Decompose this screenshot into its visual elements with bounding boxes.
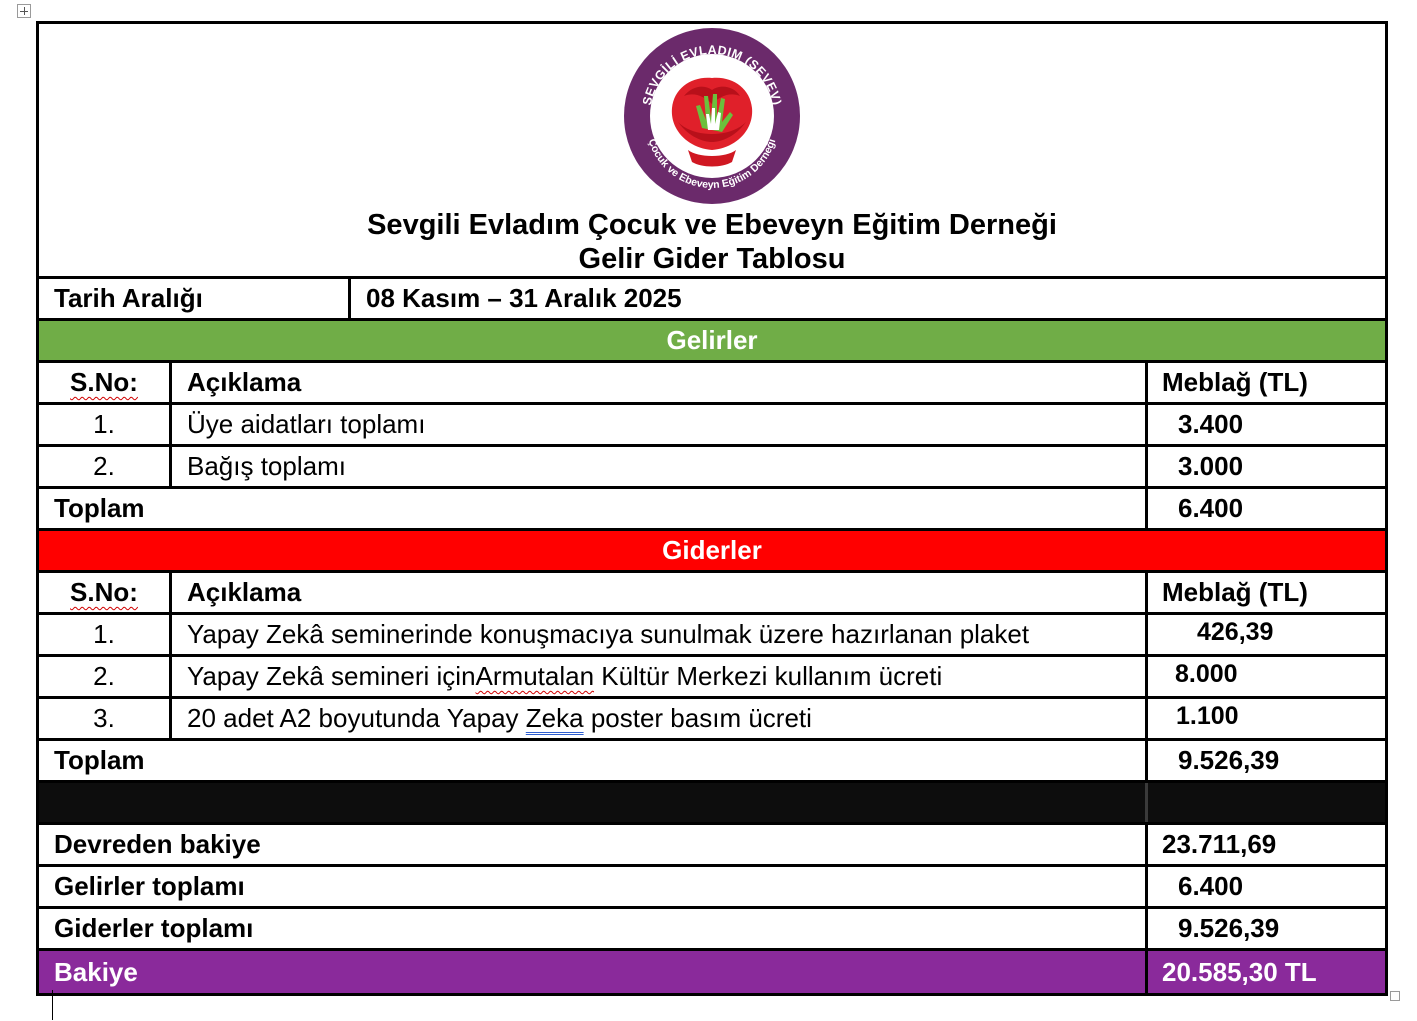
expense-summary-label: Giderler toplamı [39, 909, 1148, 948]
expense-row-no: 2. [39, 657, 172, 696]
expense-row-amount: 8.000 [1175, 660, 1238, 688]
income-row-no: 1. [39, 405, 172, 444]
income-col-sno: S.No: [39, 363, 172, 402]
carried-balance-value: 23.711,69 [1162, 829, 1277, 859]
income-summary-label: Gelirler toplamı [39, 867, 1148, 906]
income-expense-table [36, 21, 1388, 996]
expense-summary-row [39, 909, 1385, 951]
income-row-amount: 3.000 [1178, 451, 1244, 481]
expense-row-amount: 1.100 [1176, 702, 1239, 730]
date-range-label: Tarih Aralığı [39, 279, 351, 318]
income-row-no: 2. [39, 447, 172, 486]
expense-col-amount: Meblağ (TL) [1162, 577, 1308, 607]
text-cursor [52, 990, 53, 1020]
expense-summary-value: 9.526,39 [1178, 913, 1280, 943]
income-col-amount: Meblağ (TL) [1162, 367, 1308, 397]
expense-section-header [39, 531, 1385, 573]
expense-row-desc: 20 adet A2 boyutunda Yapay Zeka poster basım ücreti [172, 699, 1148, 738]
expense-row-no: 1. [39, 615, 172, 654]
date-range-value: 08 Kasım – 31 Aralık 2025 [366, 283, 682, 313]
table-row [39, 615, 1385, 657]
balance-row [39, 951, 1385, 993]
table-header [39, 24, 1385, 279]
income-section-title: Gelirler [666, 325, 758, 355]
balance-value: 20.585,30 TL [1162, 956, 1317, 987]
table-move-handle[interactable] [17, 4, 31, 18]
expense-row-desc: Yapay Zekâ semineri için Armutalan Kültür Merkezi kullanım ücreti [172, 657, 1148, 696]
income-total-value: 6.400 [1178, 493, 1244, 523]
separator-cell-right [1148, 783, 1385, 822]
expense-row-desc: Yapay Zekâ seminerinde konuşmacıya sunulmak üzere hazırlanan plaket [172, 615, 1148, 654]
organization-logo [622, 26, 802, 206]
separator-cell-left [39, 783, 1148, 822]
balance-label: Bakiye [39, 951, 1148, 993]
income-col-desc: Açıklama [172, 363, 1148, 402]
separator-row [39, 783, 1385, 825]
table-row [39, 405, 1385, 447]
table-row [39, 657, 1385, 699]
expense-total-label: Toplam [39, 741, 1148, 780]
carried-balance-label: Devreden bakiye [39, 825, 1148, 864]
expense-total-row [39, 741, 1385, 783]
income-column-headers [39, 363, 1385, 405]
expense-column-headers [39, 573, 1385, 615]
income-section-header [39, 321, 1385, 363]
table-row [39, 699, 1385, 741]
income-row-amount: 3.400 [1178, 409, 1244, 439]
expense-total-value: 9.526,39 [1178, 745, 1280, 775]
logo-ring-text-bottom: Çocuk ve Ebeveyn Eğitim Derneği [645, 137, 779, 192]
income-total-label: Toplam [39, 489, 1148, 528]
income-row-desc: Bağış toplamı [172, 447, 1148, 486]
date-range-row [39, 279, 1385, 321]
expense-row-no: 3. [39, 699, 172, 738]
income-summary-value: 6.400 [1178, 871, 1244, 901]
table-resize-handle[interactable] [1390, 991, 1400, 1001]
expense-col-sno: S.No: [39, 573, 172, 612]
carried-balance-row [39, 825, 1385, 867]
organization-name: Sevgili Evladım Çocuk ve Ebeveyn Eğitim Derneği [367, 209, 1057, 241]
table-title: Gelir Gider Tablosu [578, 243, 846, 275]
expense-col-desc: Açıklama [172, 573, 1148, 612]
income-summary-row [39, 867, 1385, 909]
expense-row-amount: 426,39 [1197, 618, 1274, 646]
table-row [39, 447, 1385, 489]
income-row-desc: Üye aidatları toplamı [172, 405, 1148, 444]
expense-section-title: Giderler [662, 535, 762, 565]
logo-ring-text-top: SEVGİLİ EVLADIM (SEVEV) [639, 42, 784, 107]
income-total-row [39, 489, 1385, 531]
